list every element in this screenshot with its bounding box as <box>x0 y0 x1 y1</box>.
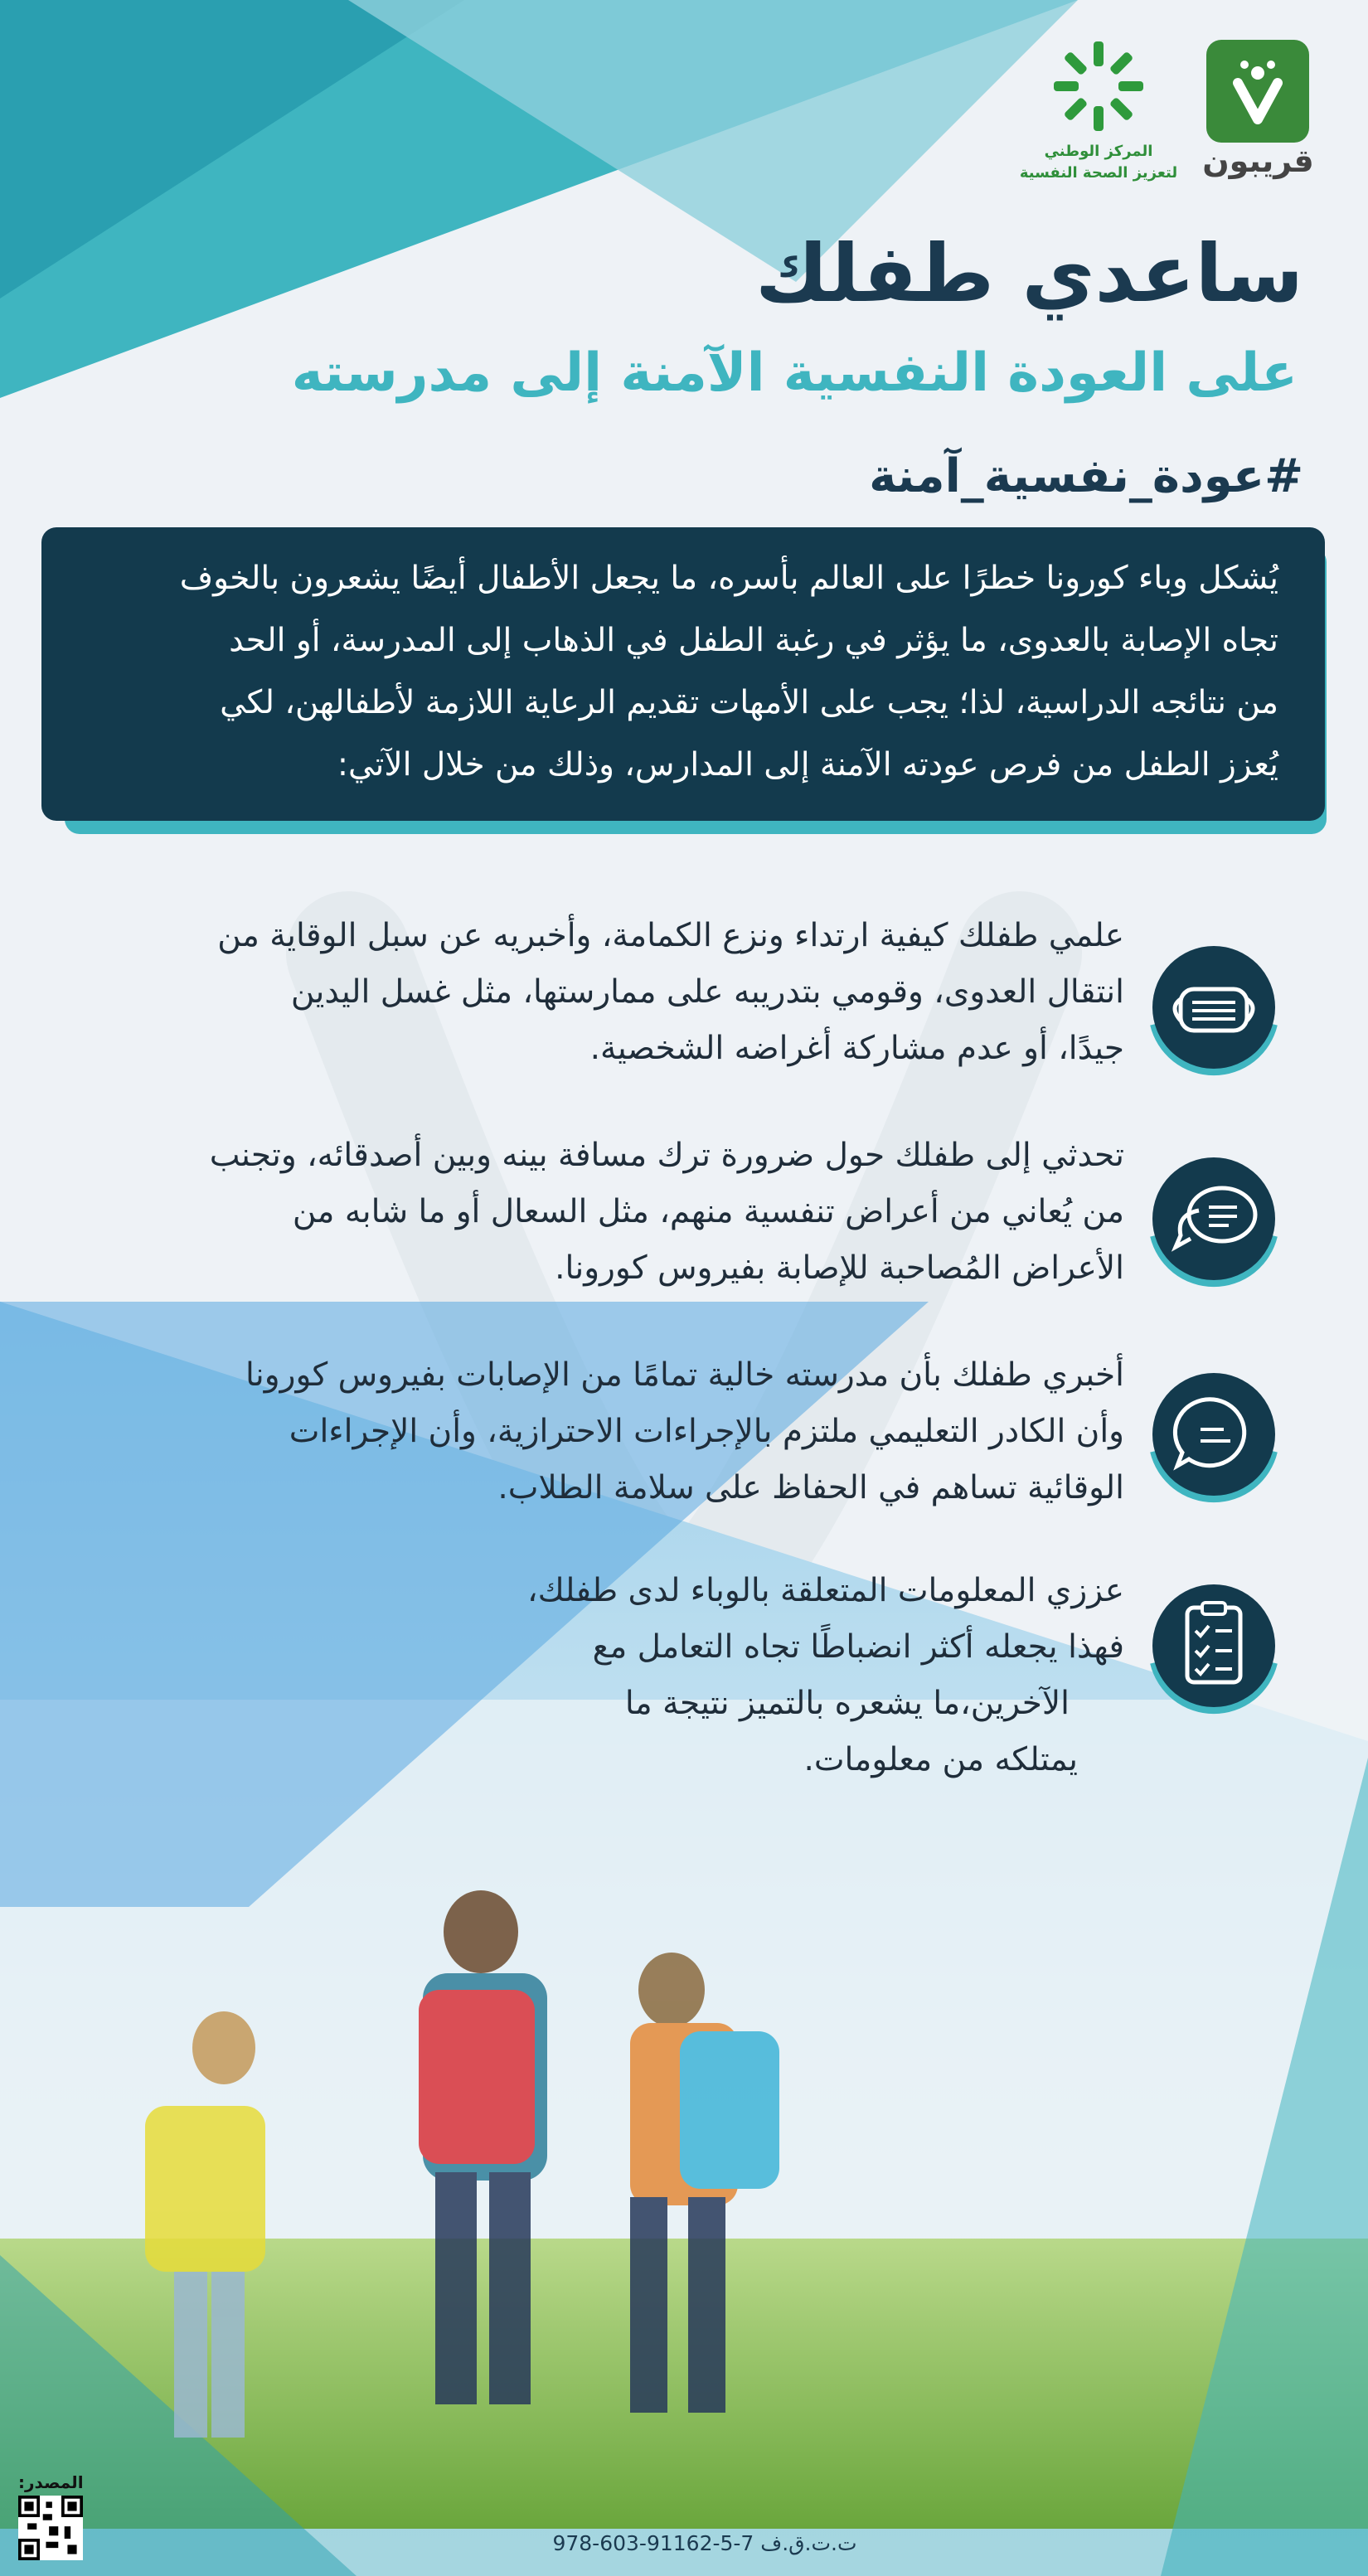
tip-line: وأن الكادر التعليمي ملتزم بالإجراءات الاحترازية، وأن الإجراءات <box>289 1413 1124 1450</box>
page-subtitle: على العودة النفسية الآمنة إلى مدرسته <box>291 342 1298 404</box>
tip-item <box>75 1128 1318 1343</box>
partner-name: المركز الوطني <box>1044 143 1153 160</box>
tip-line: انتقال العدوى، وقومي بتدريبه على ممارستها، مثل غسل اليدين <box>290 973 1124 1011</box>
tip-line: من يُعاني من أعراض تنفسية منهم، مثل السعال أو ما شابه من <box>292 1193 1124 1230</box>
tip-line: علمي طفلك كيفية ارتداء ونزع الكمامة، وأخبريه عن سبل الوقاية من <box>217 917 1124 954</box>
tip-item <box>75 1563 1318 1828</box>
page-title: ساعدي طفلك <box>755 227 1303 320</box>
tip-item <box>75 908 1318 1123</box>
qr-code[interactable] <box>18 2496 83 2560</box>
checklist-clipboard-icon <box>1139 1571 1288 1720</box>
tip-line: تحدثي إلى طفلك حول ضرورة ترك مسافة بينه وبين أصدقائه، وتجنب <box>209 1137 1124 1174</box>
tip-line: الآخرين،ما يشعره بالتميز نتيجة ما <box>624 1685 1070 1722</box>
tip-line: الأعراض المُصاحبة للإصابة بفيروس كورونا. <box>555 1249 1124 1287</box>
chat-bubbles-icon <box>1139 1144 1288 1293</box>
tip-item <box>75 1347 1318 1563</box>
message-bubble-icon <box>1139 1360 1288 1509</box>
face-mask-icon <box>1139 933 1288 1082</box>
qariboon-logo <box>1206 40 1309 143</box>
tip-line: عززي المعلومات المتعلقة بالوباء لدى طفلك، <box>526 1572 1124 1609</box>
tip-line: الوقائية تساهم في الحفاظ على سلامة الطلاب. <box>497 1469 1124 1506</box>
source-label: المصدر: <box>18 2472 84 2492</box>
intro-box <box>41 527 1325 821</box>
national-center-logo <box>1049 36 1148 136</box>
qariboon-logo-label: قريبون <box>1202 143 1314 179</box>
tip-line: جيدًا، أو عدم مشاركة أغراضه الشخصية. <box>589 1030 1124 1067</box>
tip-line: يمتلكه من معلومات. <box>803 1741 1078 1778</box>
partner-subtitle: لتعزيز الصحة النفسية <box>1019 164 1178 182</box>
tip-line: فهذا يجعله أكثر انضباطًا تجاه التعامل مع <box>592 1628 1124 1666</box>
intro-line: تجاه الإصابة بالعدوى، ما يؤثر في رغبة الطفل في الذهاب إلى المدرسة، أو الحد <box>229 622 1278 659</box>
intro-line: يُعزز الطفل من فرص عودته الآمنة إلى المدارس، وذلك من خلال الآتي: <box>337 746 1278 783</box>
tip-line: أخبري طفلك بأن مدرسته خالية تمامًا من الإصابات بفيروس كورونا <box>245 1356 1124 1394</box>
intro-line: يُشكل وباء كورونا خطرًا على العالم بأسره، ما يجعل الأطفال أيضًا يشعرون بالخوف <box>179 560 1278 597</box>
intro-line: من نتائجه الدراسية، لذا؛ يجب على الأمهات تقديم الرعاية اللازمة لأطفالهن، لكي <box>220 684 1278 721</box>
isbn-code: 978-603-91162-5-7 ت.ت.ق.ف <box>552 2531 857 2555</box>
hashtag: #عودة_نفسية_آمنة <box>869 449 1303 503</box>
